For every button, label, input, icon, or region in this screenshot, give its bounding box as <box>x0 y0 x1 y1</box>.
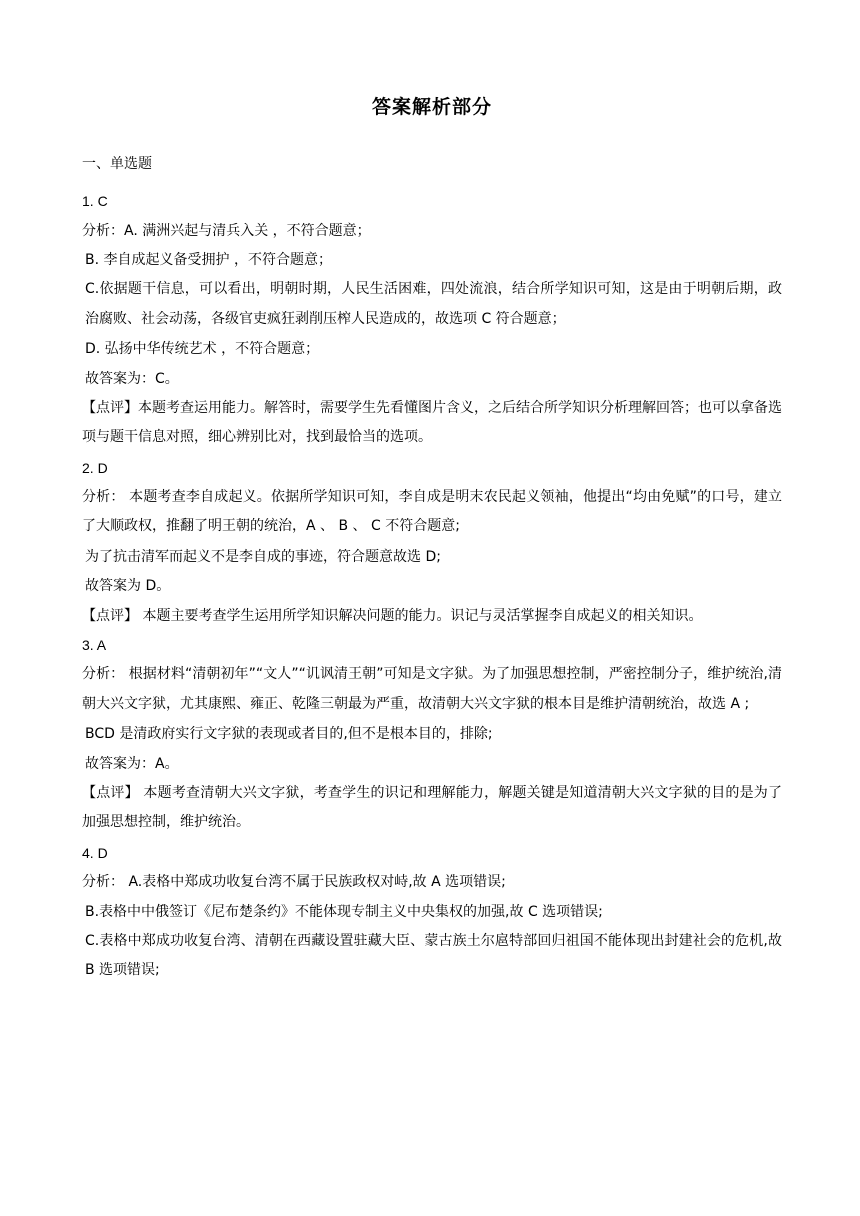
analysis-paragraph: 分析： 根据材料“清朝初年”“文人”“讥讽清王朝”可知是文字狱。为了加强思想控制，严密控制分子，维护统治,清朝大兴文字狱，尤其康熙、雍正、乾隆三朝最为严重，故清朝大兴文字狱的根本目是维护清朝统治，故选 A ; <box>82 666 782 712</box>
answer-line: 故答案为：C。 <box>85 370 179 387</box>
comment-paragraph: 【点评】 本题考查清朝大兴文字狱，考查学生的识记和理解能力，解题关键是知道清朝大兴文字狱的目的是为了加强思想控制，维护统治。 <box>82 784 782 830</box>
question-number: 3. A <box>82 637 107 653</box>
analysis-paragraph: C.依据题干信息，可以看出，明朝时期，人民生活困难，四处流浪，结合所学知识可知，这是由于明朝后期，政治腐败、社会动荡，各级官吏疯狂剥削压榨人民造成的，故选项 C 符合题意； <box>85 281 782 327</box>
question-number: 1. C <box>82 193 108 209</box>
analysis-line: 分析： A.表格中郑成功收复台湾不属于民族政权对峙,故 A 选项错误; <box>82 874 506 890</box>
section-heading: 一、单选题 <box>82 156 152 172</box>
answer-line: 故答案为 D。 <box>85 578 171 594</box>
page-title: 答案解析部分 <box>371 96 492 118</box>
analysis-line: 分析：A. 满洲兴起与清兵入关 ，不符合题意； <box>82 222 371 239</box>
analysis-paragraph: C.表格中郑成功收复台湾、清朝在西藏设置驻藏大臣、蒙古族土尔扈特部回归祖国不能体现出封建社会的危机,故 B 选项错误; <box>85 932 782 978</box>
question-block <box>82 191 782 453</box>
analysis-line: D. 弘扬中华传统艺术 ，不符合题意； <box>85 341 320 357</box>
analysis-line: B.表格中中俄签订《尼布楚条约》不能体现专制主义中央集权的加强,故 C 选项错误; <box>85 903 603 920</box>
analysis-line: B. 李自成起义备受拥护 ，不符合题意； <box>85 252 332 268</box>
question-block <box>82 843 782 986</box>
comment-paragraph: 【点评】本题考查运用能力。解答时，需要学生先看懂图片含义，之后结合所学知识分析理解回答；也可以拿备选项与题干信息对照，细心辨别比对，找到最恰当的选项。 <box>82 399 782 445</box>
question-block <box>82 635 782 838</box>
comment-line: 【点评】 本题主要考查学生运用所学知识解决问题的能力。识记与灵活掌握李自成起义的相关知识。 <box>82 607 703 624</box>
question-block <box>82 458 782 626</box>
analysis-line: 为了抗击清军而起义不是李自成的事迹，符合题意故选 D; <box>85 548 441 565</box>
answer-line: 故答案为：A。 <box>85 755 179 772</box>
analysis-paragraph: 分析： 本题考查李自成起义。依据所学知识可知，李自成是明末农民起义领袖，他提出“均由免赋”的口号，建立了大顺政权，推翻了明王朝的统治，A 、 B 、 C 不符合题意; <box>82 488 782 534</box>
analysis-line: BCD 是清政府实行文字狱的表现或者目的,但不是根本目的，排除; <box>85 726 493 742</box>
question-number: 2. D <box>82 459 108 476</box>
question-number: 4. D <box>82 844 108 861</box>
